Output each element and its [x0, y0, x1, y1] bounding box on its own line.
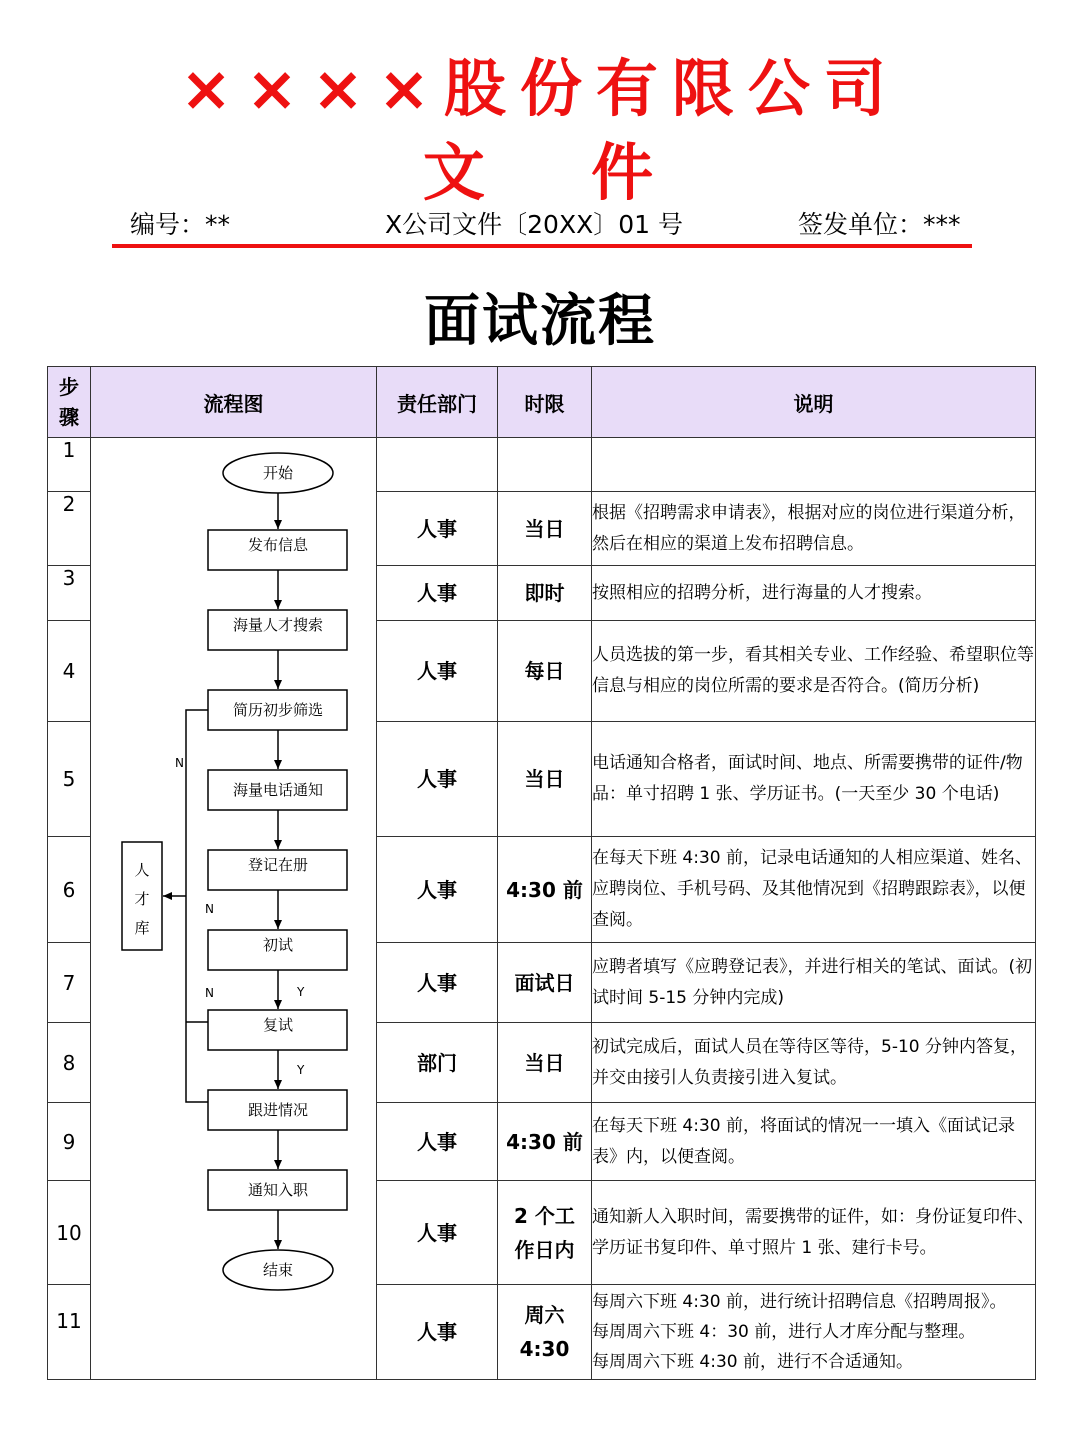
- desc-cell: 在每天下班 4:30 前，将面试的情况一一填入《面试记录表》内，以便查阅。: [592, 1103, 1036, 1181]
- dept-cell: 人事: [377, 722, 498, 837]
- flow-branch-no-label: N: [175, 756, 184, 770]
- page-title: 面试流程: [424, 289, 656, 354]
- desc-cell: [592, 438, 1036, 492]
- desc-cell: 按照相应的招聘分析，进行海量的人才搜索。: [592, 566, 1036, 621]
- dept-cell: [377, 438, 498, 492]
- col-desc-header: 说明: [592, 367, 1036, 438]
- company-name: ××××股份有限公司: [180, 52, 900, 125]
- talent-pool-label: 才: [134, 890, 150, 908]
- flow-node-label: 海量人才搜索: [232, 616, 324, 634]
- dept-cell: 人事: [377, 566, 498, 621]
- dept-cell: 人事: [377, 621, 498, 722]
- flowchart-cell: [91, 438, 377, 1380]
- step-number: 2: [48, 492, 91, 566]
- document-type: 文 件: [422, 136, 658, 209]
- desc-cell: 在每天下班 4:30 前，记录电话通知的人相应渠道、姓名、应聘岗位、手机号码、及其他情况到《招聘跟踪表》，以便查阅。: [592, 837, 1036, 943]
- step-number: 10: [48, 1181, 91, 1285]
- desc-cell: 应聘者填写《应聘登记表》，并进行相关的笔试、面试。(初试时间 5-15 分钟内完成): [592, 943, 1036, 1023]
- time-cell: 2 个工作日内: [498, 1181, 592, 1285]
- time-cell: [498, 438, 592, 492]
- time-cell: 4:30 前: [498, 837, 592, 943]
- flow-branch-yes-label: Y: [297, 1063, 305, 1077]
- desc-cell: 根据《招聘需求申请表》，根据对应的岗位进行渠道分析，然后在相应的渠道上发布招聘信息。: [592, 492, 1036, 566]
- dept-cell: 人事: [377, 837, 498, 943]
- flow-node-label: 初试: [262, 936, 294, 954]
- dept-cell: 部门: [377, 1023, 498, 1103]
- dept-cell: 人事: [377, 1285, 498, 1380]
- dept-cell: 人事: [377, 492, 498, 566]
- time-cell: 当日: [498, 722, 592, 837]
- flow-branch-yes-label: Y: [297, 985, 305, 999]
- process-table: [47, 366, 1036, 1380]
- document-number: X公司文件〔20XX〕01 号: [385, 210, 683, 239]
- flowchart: [91, 438, 377, 1378]
- desc-cell: 人员选拔的第一步，看其相关专业、工作经验、希望职位等信息与相应的岗位所需的要求是否符合。(简历分析): [592, 621, 1036, 722]
- flow-node-label: 海量电话通知: [232, 781, 324, 799]
- desc-cell: 电话通知合格者，面试时间、地点、所需要携带的证件/物品：单寸招聘 1 张、学历证书。(一天至少 30 个电话): [592, 722, 1036, 837]
- flow-node-label: 复试: [262, 1016, 294, 1034]
- step-number: 3: [48, 566, 91, 621]
- flow-start-label: 开始: [262, 464, 294, 482]
- col-step-header: 步骤: [48, 367, 91, 438]
- talent-pool-label: 人: [134, 861, 150, 879]
- dept-cell: 人事: [377, 943, 498, 1023]
- flow-branch-no-label: N: [205, 902, 214, 916]
- step-number: 5: [48, 722, 91, 837]
- step-number: 1: [48, 438, 91, 492]
- step-number: 9: [48, 1103, 91, 1181]
- desc-cell: 通知新人入职时间，需要携带的证件，如：身份证复印件、学历证书复印件、单寸照片 1 张、建行卡号。: [592, 1181, 1036, 1285]
- time-cell: 即时: [498, 566, 592, 621]
- step-number: 7: [48, 943, 91, 1023]
- time-cell: 面试日: [498, 943, 592, 1023]
- desc-cell: 初试完成后，面试人员在等待区等待，5-10 分钟内答复，并交由接引人负责接引进入复试。: [592, 1023, 1036, 1103]
- table-row: [48, 438, 1036, 492]
- flow-branch-no-label: N: [205, 986, 214, 1000]
- col-time-header: 时限: [498, 367, 592, 438]
- talent-pool-label: 库: [134, 919, 150, 937]
- flow-node-label: 通知入职: [247, 1181, 309, 1199]
- col-dept-header: 责任部门: [377, 367, 498, 438]
- table-header-row: [48, 367, 1036, 438]
- flow-node-label: 登记在册: [247, 856, 309, 874]
- time-cell: 当日: [498, 492, 592, 566]
- col-flow-header: 流程图: [91, 367, 377, 438]
- time-cell: 当日: [498, 1023, 592, 1103]
- time-cell: 4:30 前: [498, 1103, 592, 1181]
- serial-number: 编号：**: [130, 210, 231, 239]
- step-number: 11: [48, 1285, 91, 1380]
- time-cell: 周六 4:30: [498, 1285, 592, 1380]
- header-divider: [112, 244, 972, 248]
- flow-node-label: 发布信息: [247, 536, 309, 554]
- issuing-unit: 签发单位：***: [798, 210, 961, 239]
- flow-node-label: 简历初步筛选: [232, 701, 324, 719]
- dept-cell: 人事: [377, 1181, 498, 1285]
- desc-cell: 每周六下班 4:30 前，进行统计招聘信息《招聘周报》。 每周周六下班 4：30 前，进行人才库分配与整理。 每周周六下班 4:30 前，进行不合适通知。: [592, 1285, 1036, 1380]
- time-cell: 每日: [498, 621, 592, 722]
- flow-node-label: 跟进情况: [247, 1101, 309, 1119]
- flow-end-label: 结束: [262, 1261, 294, 1279]
- step-number: 8: [48, 1023, 91, 1103]
- dept-cell: 人事: [377, 1103, 498, 1181]
- step-number: 6: [48, 837, 91, 943]
- step-number: 4: [48, 621, 91, 722]
